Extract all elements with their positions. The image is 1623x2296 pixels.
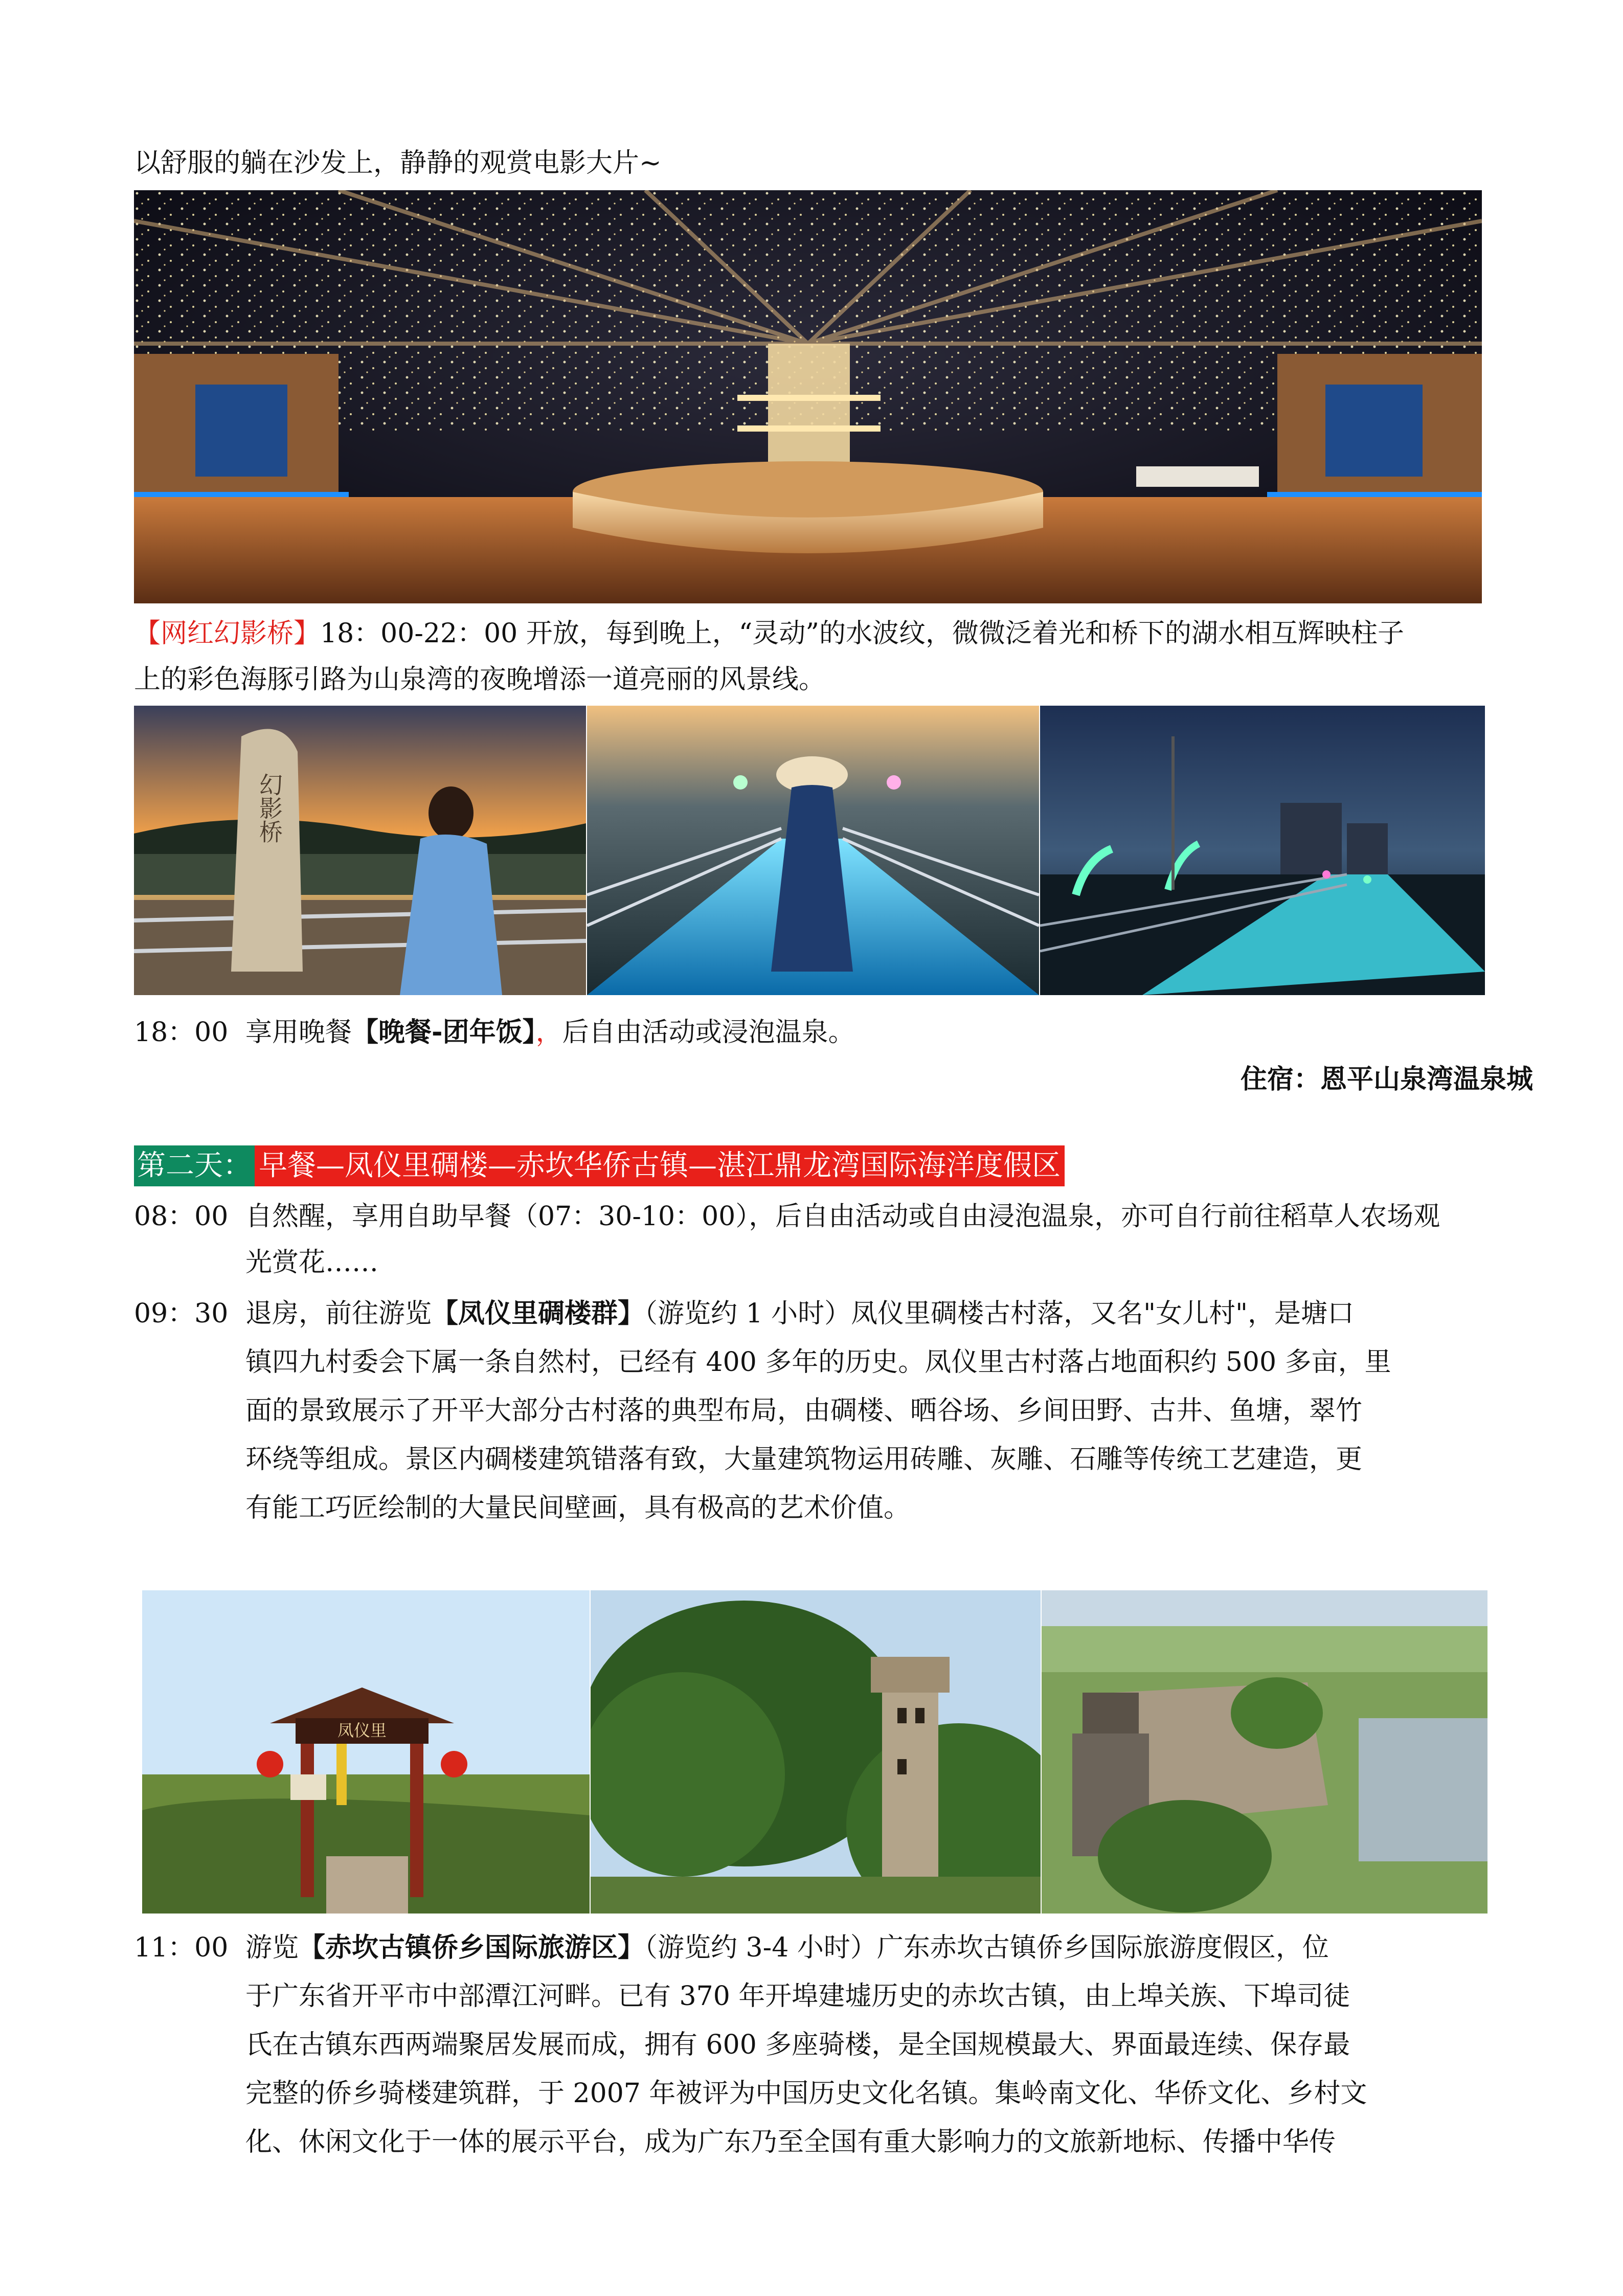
dinner-time: 18：00 bbox=[134, 1017, 229, 1048]
dinner-pre: 享用晚餐 bbox=[245, 1017, 352, 1048]
bridge-photo-glowing-deck bbox=[587, 706, 1039, 995]
bridge-photo-sunset bbox=[134, 706, 586, 995]
intro-line: 以舒服的躺在沙发上，静静的观赏电影大片~ bbox=[134, 148, 662, 178]
stele-text: 幻影桥 bbox=[256, 773, 283, 843]
schedule-line: 于广东省开平市中部潭江河畔。已有 370 年开埠建墟历史的赤坎古镇，由上埠关族、下埠司徒 bbox=[245, 1981, 1350, 2012]
village-aerial-photo bbox=[1042, 1590, 1487, 1914]
day2-route: 早餐—凤仪里碉楼—赤坎华侨古镇—湛江鼎龙湾国际海洋度假区 bbox=[255, 1145, 1065, 1186]
schedule-text: 游览 bbox=[245, 1932, 299, 1963]
bridge-title: 【网红幻影桥】 bbox=[134, 618, 321, 649]
lobby-photo bbox=[134, 190, 1482, 603]
watchtower-photo bbox=[591, 1590, 1041, 1914]
gate-photo bbox=[142, 1590, 590, 1914]
bridge-line-2: 上的彩色海豚引路为山泉湾的夜晚增添一道亮丽的风景线。 bbox=[134, 664, 826, 695]
schedule-line: 完整的侨乡骑楼建筑群，于 2007 年被评为中国历史文化名镇。集岭南文化、华侨文化、乡村文 bbox=[245, 2078, 1367, 2109]
attraction-name: 【赤坎古镇侨乡国际旅游区】 bbox=[299, 1932, 645, 1963]
bridge-line-1 bbox=[134, 609, 1404, 659]
dinner-highlight: 【晚餐-团年饭】 bbox=[352, 1017, 536, 1048]
schedule-line bbox=[245, 1289, 1354, 1339]
schedule-line: 环绕等组成。景区内碉楼建筑错落有致，大量建筑物运用砖雕、灰雕、石雕等传统工艺建造，更 bbox=[245, 1444, 1363, 1475]
dinner-comma: ， bbox=[535, 1017, 562, 1048]
schedule-text: （游览约 1 小时）凤仪里碉楼古村落，又名"女儿村"，是塘口 bbox=[644, 1298, 1355, 1329]
schedule-time: 11：00 bbox=[134, 1932, 229, 1963]
schedule-line: 氏在古镇东西两端聚居发展而成，拥有 600 多座骑楼，是全国规模最大、界面最连续、保存最 bbox=[245, 2030, 1350, 2060]
schedule-line: 自然醒，享用自助早餐（07：30-10：00），后自由活动或自由浸泡温泉，亦可自行前往稻草人农场观 bbox=[245, 1201, 1440, 1232]
lodging-line: 住宿：恩平山泉湾温泉城 bbox=[1240, 1064, 1533, 1095]
gate-sign: 凤仪里 bbox=[337, 1721, 387, 1740]
day2-label: 第二天： bbox=[134, 1145, 255, 1186]
schedule-line: 面的景致展示了开平大部分古村落的典型布局，由碉楼、晒谷场、乡间田野、古井、鱼塘，翠竹 bbox=[245, 1395, 1363, 1426]
schedule-line: 有能工巧匠绘制的大量民间壁画，具有极高的艺术价值。 bbox=[245, 1493, 911, 1523]
day2-header bbox=[134, 1145, 1065, 1186]
schedule-time: 09：30 bbox=[134, 1298, 229, 1329]
attraction-name: 【凤仪里碉楼群】 bbox=[432, 1298, 645, 1329]
schedule-text: （游览约 3-4 小时）广东赤坎古镇侨乡国际旅游度假区，位 bbox=[644, 1932, 1329, 1963]
bridge-photo-night bbox=[1040, 706, 1485, 995]
schedule-line: 镇四九村委会下属一条自然村，已经有 400 多年的历史。凤仪里古村落占地面积约 500 多亩，里 bbox=[245, 1347, 1391, 1378]
dinner-post: 后自由活动或浸泡温泉。 bbox=[562, 1017, 855, 1048]
schedule-line: 光赏花…… bbox=[245, 1247, 379, 1278]
schedule-line bbox=[245, 1923, 1329, 1973]
dinner-line bbox=[245, 1007, 855, 1057]
bridge-text: 18：00-22：00 开放，每到晚上，“灵动”的水波纹，微微泛着光和桥下的湖水相互辉映柱子 bbox=[320, 618, 1404, 649]
schedule-line: 化、休闲文化于一体的展示平台，成为广东乃至全国有重大影响力的文旅新地标、传播中华传 bbox=[245, 2127, 1336, 2157]
schedule-time: 08：00 bbox=[134, 1201, 229, 1232]
schedule-text: 退房，前往游览 bbox=[245, 1298, 432, 1329]
